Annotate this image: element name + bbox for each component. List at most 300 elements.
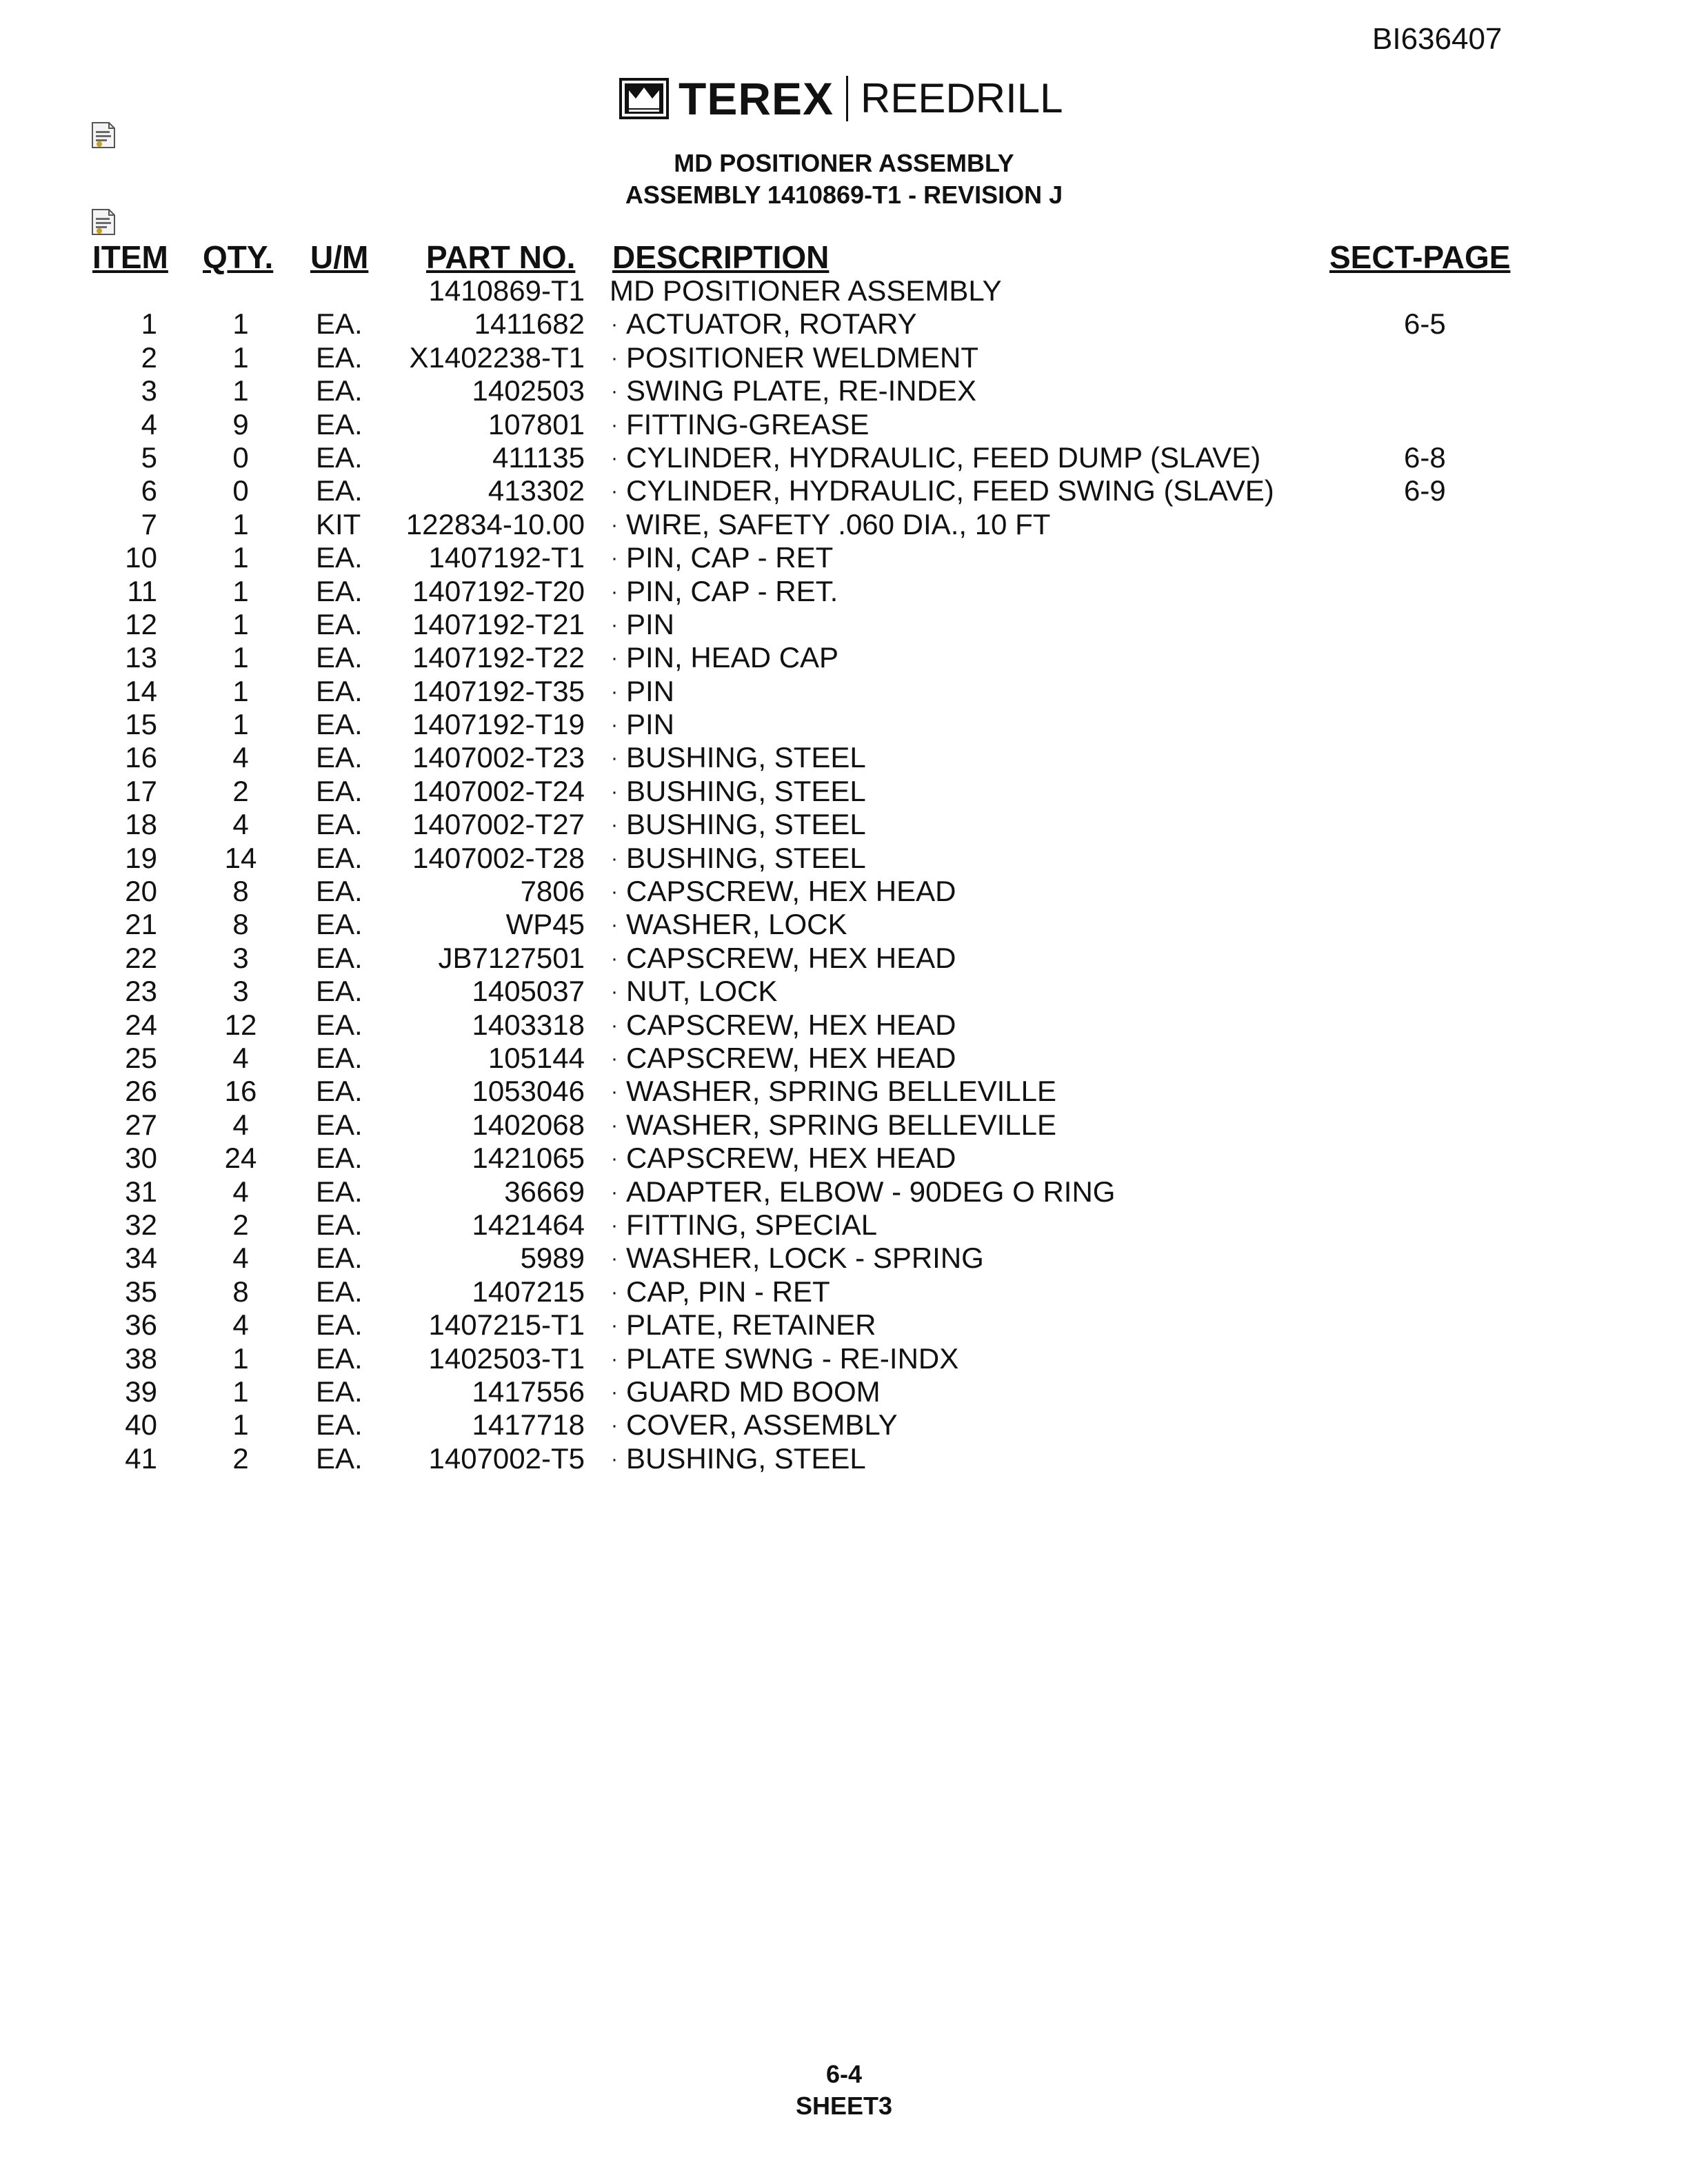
unit-of-measure: EA. — [316, 1308, 363, 1342]
table-row — [0, 474, 1688, 507]
column-header-description: DESCRIPTION — [612, 239, 830, 275]
description-text: BUSHING, STEEL — [626, 774, 866, 807]
item-number: 25 — [125, 1041, 157, 1074]
item-number: 1 — [141, 307, 157, 341]
table-row — [0, 1242, 1688, 1275]
quantity: 4 — [232, 741, 249, 774]
unit-of-measure: EA. — [316, 474, 363, 507]
indent-bullet: · — [611, 613, 618, 636]
part-number: 1421065 — [472, 1142, 585, 1175]
unit-of-measure: EA. — [316, 574, 363, 607]
assembly-part-number: 1410869-T1 — [428, 274, 585, 307]
quantity: 3 — [232, 975, 249, 1008]
quantity: 1 — [232, 541, 249, 574]
item-number: 13 — [125, 641, 157, 674]
description-text: FITTING, SPECIAL — [626, 1208, 878, 1241]
description-text: PIN, HEAD CAP — [626, 641, 839, 674]
item-number: 6 — [141, 474, 157, 507]
section-page-link[interactable]: 6-9 — [1404, 474, 1446, 507]
description — [610, 1408, 898, 1442]
indent-bullet: · — [611, 747, 618, 770]
part-number: 122834-10.00 — [405, 507, 585, 540]
unit-of-measure: EA. — [316, 1408, 363, 1442]
unit-of-measure: EA. — [316, 1041, 363, 1074]
brand-divider — [846, 76, 848, 121]
indent-bullet: · — [611, 813, 618, 837]
indent-bullet: · — [611, 1447, 618, 1470]
quantity: 1 — [232, 341, 249, 374]
sheet-label: SHEET3 — [795, 2092, 893, 2120]
quantity: 4 — [232, 1041, 249, 1074]
indent-bullet: · — [611, 1046, 618, 1070]
description-text: BUSHING, STEEL — [626, 808, 866, 841]
description — [610, 608, 674, 642]
quantity: 1 — [232, 607, 249, 640]
description — [610, 942, 956, 975]
quantity: 4 — [232, 1308, 249, 1342]
item-number: 40 — [125, 1408, 157, 1442]
indent-bullet: · — [611, 1347, 618, 1371]
part-number: 1407192-T19 — [412, 708, 585, 741]
part-number: 1417556 — [472, 1375, 585, 1408]
description — [610, 1109, 1056, 1142]
indent-bullet: · — [611, 346, 618, 370]
indent-bullet: · — [611, 547, 618, 570]
description-text: PIN — [626, 674, 675, 707]
item-number: 23 — [125, 975, 157, 1008]
item-number: 24 — [125, 1008, 157, 1041]
description — [610, 374, 976, 408]
table-row — [0, 1308, 1688, 1342]
table-row — [0, 608, 1688, 641]
quantity: 4 — [232, 808, 249, 841]
part-number: 1407002-T24 — [412, 774, 585, 807]
table-row — [0, 1375, 1688, 1408]
unit-of-measure: EA. — [316, 774, 363, 807]
part-number: 1407192-T35 — [412, 674, 585, 707]
item-number: 12 — [125, 607, 157, 640]
item-number: 16 — [125, 741, 157, 774]
part-number: 1407215-T1 — [428, 1308, 585, 1342]
description-text: CAPSCREW, HEX HEAD — [626, 875, 956, 908]
unit-of-measure: EA. — [316, 1108, 363, 1141]
description-text: CAPSCREW, HEX HEAD — [626, 1142, 956, 1175]
quantity: 2 — [232, 774, 249, 807]
description-text: CYLINDER, HYDRAULIC, FEED DUMP (SLAVE) — [626, 441, 1261, 474]
table-row — [0, 1442, 1688, 1475]
indent-bullet: · — [611, 513, 618, 536]
part-number: 1411682 — [474, 307, 585, 341]
page-subtitle: ASSEMBLY 1410869-T1 - REVISION J — [625, 181, 1063, 209]
item-number: 27 — [125, 1108, 157, 1141]
table-row — [0, 1209, 1688, 1242]
description — [610, 474, 1274, 508]
item-number: 11 — [127, 574, 157, 607]
parts-table — [0, 274, 1688, 1475]
description-text: PIN — [626, 708, 675, 741]
indent-bullet: · — [611, 1247, 618, 1271]
unit-of-measure: EA. — [316, 1442, 363, 1475]
quantity: 24 — [224, 1142, 257, 1175]
description-text: BUSHING, STEEL — [626, 741, 866, 774]
description-text: BUSHING, STEEL — [626, 1442, 866, 1475]
description — [610, 1042, 956, 1075]
quantity: 4 — [232, 1175, 249, 1208]
table-row — [0, 1109, 1688, 1142]
document-link-icon[interactable] — [90, 208, 117, 236]
item-number: 22 — [125, 941, 157, 974]
description — [610, 441, 1260, 475]
description-text: PIN, CAP - RET — [626, 541, 834, 574]
part-number: 1402503 — [472, 374, 585, 407]
unit-of-measure: EA. — [316, 441, 363, 474]
description-text: PLATE, RETAINER — [626, 1308, 876, 1342]
item-number: 21 — [125, 908, 157, 941]
indent-bullet: · — [611, 1180, 618, 1204]
item-number: 10 — [125, 541, 157, 574]
indent-bullet: · — [611, 480, 618, 503]
description-text: WIRE, SAFETY .060 DIA., 10 FT — [626, 507, 1051, 540]
indent-bullet: · — [611, 313, 618, 336]
indent-bullet: · — [611, 1013, 618, 1037]
quantity: 4 — [232, 1108, 249, 1141]
table-row — [0, 374, 1688, 407]
item-number: 3 — [141, 374, 157, 407]
description — [610, 908, 847, 942]
description-text: WASHER, LOCK - SPRING — [626, 1242, 984, 1275]
description — [610, 508, 1050, 542]
unit-of-measure: EA. — [316, 1275, 363, 1308]
item-number: 34 — [125, 1242, 157, 1275]
table-row — [0, 341, 1688, 374]
indent-bullet: · — [611, 880, 618, 904]
description — [610, 708, 674, 742]
indent-bullet: · — [611, 780, 618, 803]
item-number: 5 — [141, 441, 157, 474]
indent-bullet: · — [611, 1414, 618, 1437]
quantity: 8 — [232, 908, 249, 941]
quantity: 3 — [232, 941, 249, 974]
table-row — [0, 808, 1688, 841]
quantity: 1 — [232, 507, 249, 540]
table-row — [0, 307, 1688, 341]
part-number: 1407002-T23 — [412, 741, 585, 774]
unit-of-measure: EA. — [316, 541, 363, 574]
table-row — [0, 1009, 1688, 1042]
item-number: 31 — [125, 1175, 157, 1208]
section-page-link[interactable]: 6-5 — [1404, 307, 1446, 341]
page-number: 6-4 — [825, 2060, 863, 2088]
description-text: COVER, ASSEMBLY — [626, 1408, 898, 1442]
unit-of-measure: EA. — [316, 1242, 363, 1275]
quantity: 1 — [232, 374, 249, 407]
unit-of-measure: EA. — [316, 1008, 363, 1041]
description-text: CAPSCREW, HEX HEAD — [626, 1041, 956, 1074]
quantity: 1 — [232, 708, 249, 741]
unit-of-measure: EA. — [316, 875, 363, 908]
description — [610, 341, 978, 375]
part-number: 36669 — [504, 1175, 585, 1208]
description — [610, 307, 917, 341]
quantity: 1 — [232, 1375, 249, 1408]
description — [610, 975, 777, 1009]
item-number: 32 — [125, 1208, 157, 1241]
description-text: NUT, LOCK — [626, 975, 778, 1008]
part-number: 1402503-T1 — [428, 1342, 585, 1375]
part-number: 1403318 — [472, 1008, 585, 1041]
description — [610, 808, 866, 842]
quantity: 9 — [232, 407, 249, 441]
description — [610, 1442, 866, 1476]
unit-of-measure: EA. — [316, 1075, 363, 1108]
indent-bullet: · — [611, 714, 618, 737]
indent-bullet: · — [611, 647, 618, 670]
description-text: PLATE SWNG - RE-INDX — [626, 1342, 959, 1375]
quantity: 8 — [232, 875, 249, 908]
description-text: WASHER, LOCK — [626, 908, 847, 941]
quantity: 0 — [232, 474, 249, 507]
description — [610, 575, 838, 609]
quantity: 1 — [232, 307, 249, 341]
page-title: MD POSITIONER ASSEMBLY — [674, 149, 1014, 177]
unit-of-measure: EA. — [316, 641, 363, 674]
indent-bullet: · — [611, 1080, 618, 1104]
indent-bullet: · — [611, 446, 618, 469]
item-number: 26 — [125, 1075, 157, 1108]
description-text: GUARD MD BOOM — [626, 1375, 881, 1408]
description-text: CAPSCREW, HEX HEAD — [626, 941, 956, 974]
quantity: 1 — [232, 1342, 249, 1375]
unit-of-measure: EA. — [316, 1208, 363, 1241]
part-number: 1407002-T28 — [412, 841, 585, 874]
table-row — [0, 741, 1688, 774]
description-text: SWING PLATE, RE-INDEX — [626, 374, 976, 407]
part-number: 411135 — [492, 441, 585, 474]
table-row — [0, 541, 1688, 574]
unit-of-measure: EA. — [316, 808, 363, 841]
description — [610, 1075, 1056, 1109]
part-number: 1407192-T21 — [412, 607, 585, 640]
indent-bullet: · — [611, 980, 618, 1004]
quantity: 1 — [232, 574, 249, 607]
quantity: 12 — [224, 1008, 257, 1041]
item-number: 20 — [125, 875, 157, 908]
description — [610, 1342, 958, 1376]
table-row — [0, 1342, 1688, 1375]
section-page-link[interactable]: 6-8 — [1404, 441, 1446, 474]
description — [610, 675, 674, 709]
brand-name-reedrill: REEDRILL — [861, 75, 1063, 121]
item-number: 14 — [125, 674, 157, 707]
part-number: 413302 — [488, 474, 585, 507]
quantity: 14 — [224, 841, 257, 874]
table-row — [0, 441, 1688, 474]
brand-name-terex: TEREX — [679, 73, 834, 124]
part-number: JB7127501 — [438, 941, 585, 974]
item-number: 35 — [125, 1275, 157, 1308]
description — [610, 641, 838, 675]
quantity: 2 — [232, 1208, 249, 1241]
indent-bullet: · — [611, 847, 618, 870]
table-row — [0, 908, 1688, 941]
unit-of-measure: EA. — [316, 341, 363, 374]
unit-of-measure: EA. — [316, 841, 363, 874]
part-number: 1407002-T27 — [412, 808, 585, 841]
part-number: 105144 — [488, 1041, 585, 1074]
description — [610, 1308, 876, 1342]
unit-of-measure: EA. — [316, 607, 363, 640]
item-number: 18 — [125, 808, 157, 841]
table-row — [0, 408, 1688, 441]
part-number: 1053046 — [472, 1075, 585, 1108]
description-text: PIN — [626, 607, 675, 640]
part-number: 1407215 — [472, 1275, 585, 1308]
unit-of-measure: EA. — [316, 975, 363, 1008]
column-header-qty: QTY. — [203, 239, 274, 275]
table-row — [0, 1142, 1688, 1175]
table-row — [0, 1275, 1688, 1308]
quantity: 2 — [232, 1442, 249, 1475]
description — [610, 875, 956, 909]
table-row — [0, 575, 1688, 608]
part-number: 1405037 — [472, 975, 585, 1008]
item-number: 2 — [141, 341, 157, 374]
quantity: 4 — [232, 1242, 249, 1275]
description-text: ADAPTER, ELBOW - 90DEG O RING — [626, 1175, 1116, 1208]
unit-of-measure: EA. — [316, 1375, 363, 1408]
table-row — [0, 875, 1688, 908]
table-row — [0, 675, 1688, 708]
description-text: WASHER, SPRING BELLEVILLE — [626, 1108, 1056, 1141]
part-number: 1407192-T1 — [428, 541, 585, 574]
part-number: 1402068 — [472, 1108, 585, 1141]
table-row — [0, 708, 1688, 741]
part-number: 1407192-T22 — [412, 641, 585, 674]
assembly-row — [0, 274, 1688, 307]
item-number: 7 — [141, 507, 157, 540]
quantity: 16 — [224, 1075, 257, 1108]
table-row — [0, 1042, 1688, 1075]
description-text: WASHER, SPRING BELLEVILLE — [626, 1075, 1056, 1108]
part-number: 5989 — [520, 1242, 585, 1275]
quantity: 8 — [232, 1275, 249, 1308]
item-number: 15 — [125, 708, 157, 741]
description-text: BUSHING, STEEL — [626, 841, 866, 874]
item-number: 19 — [125, 841, 157, 874]
indent-bullet: · — [611, 1380, 618, 1404]
item-number: 38 — [125, 1342, 157, 1375]
indent-bullet: · — [611, 1314, 618, 1337]
quantity: 0 — [232, 441, 249, 474]
column-header-um: U/M — [310, 239, 369, 275]
unit-of-measure: EA. — [316, 1342, 363, 1375]
item-number: 36 — [125, 1308, 157, 1342]
unit-of-measure: EA. — [316, 307, 363, 341]
description-text: POSITIONER WELDMENT — [626, 341, 979, 374]
column-header-part-no: PART NO. — [426, 239, 576, 275]
table-row — [0, 1175, 1688, 1209]
part-number: 1407002-T5 — [428, 1442, 585, 1475]
indent-bullet: · — [611, 413, 618, 436]
part-number: 1421464 — [472, 1208, 585, 1241]
document-id: BI636407 — [1372, 22, 1503, 56]
description-text: ACTUATOR, ROTARY — [626, 307, 917, 341]
part-number: 107801 — [488, 407, 585, 441]
unit-of-measure: EA. — [316, 674, 363, 707]
item-number: 30 — [125, 1142, 157, 1175]
part-number: 7806 — [520, 875, 585, 908]
quantity: 1 — [232, 641, 249, 674]
description-text: CAPSCREW, HEX HEAD — [626, 1008, 956, 1041]
item-number: 4 — [141, 407, 157, 441]
part-number: 1407192-T20 — [412, 574, 585, 607]
description — [610, 1009, 956, 1042]
indent-bullet: · — [611, 680, 618, 703]
description — [610, 408, 869, 442]
part-number: WP45 — [505, 908, 585, 941]
item-number: 17 — [125, 774, 157, 807]
indent-bullet: · — [611, 1213, 618, 1237]
description-text: CYLINDER, HYDRAULIC, FEED SWING (SLAVE) — [626, 474, 1274, 507]
description-text: CAP, PIN - RET — [626, 1275, 830, 1308]
indent-bullet: · — [611, 947, 618, 970]
indent-bullet: · — [611, 580, 618, 603]
unit-of-measure: KIT — [316, 507, 361, 540]
part-number: X1402238-T1 — [409, 341, 585, 374]
item-number: 39 — [125, 1375, 157, 1408]
description — [610, 1209, 877, 1242]
indent-bullet: · — [611, 1113, 618, 1137]
table-row — [0, 842, 1688, 875]
unit-of-measure: EA. — [316, 908, 363, 941]
description — [610, 1175, 1115, 1209]
assembly-description: MD POSITIONER ASSEMBLY — [610, 274, 1002, 307]
indent-bullet: · — [611, 1147, 618, 1171]
description — [610, 775, 866, 809]
table-row — [0, 975, 1688, 1008]
description-text: PIN, CAP - RET. — [626, 574, 838, 607]
unit-of-measure: EA. — [316, 1142, 363, 1175]
quantity: 1 — [232, 674, 249, 707]
description — [610, 741, 866, 775]
table-row — [0, 942, 1688, 975]
item-number: 41 — [125, 1442, 157, 1475]
unit-of-measure: EA. — [316, 741, 363, 774]
indent-bullet: · — [611, 913, 618, 937]
description — [610, 1242, 984, 1275]
table-row — [0, 508, 1688, 541]
unit-of-measure: EA. — [316, 407, 363, 441]
unit-of-measure: EA. — [316, 1175, 363, 1208]
description-text: FITTING-GREASE — [626, 407, 870, 441]
description — [610, 1142, 956, 1175]
unit-of-measure: EA. — [316, 941, 363, 974]
description — [610, 1275, 830, 1309]
column-header-item: ITEM — [92, 239, 168, 275]
indent-bullet: · — [611, 380, 618, 403]
unit-of-measure: EA. — [316, 374, 363, 407]
column-header-sect-page: SECT-PAGE — [1329, 239, 1511, 275]
description — [610, 842, 866, 876]
description — [610, 541, 833, 575]
table-row — [0, 641, 1688, 674]
table-row — [0, 1075, 1688, 1108]
document-link-icon[interactable] — [90, 121, 117, 149]
brand-logo — [619, 74, 1063, 123]
part-number: 1417718 — [472, 1408, 585, 1442]
quantity: 1 — [232, 1408, 249, 1442]
indent-bullet: · — [611, 1280, 618, 1304]
